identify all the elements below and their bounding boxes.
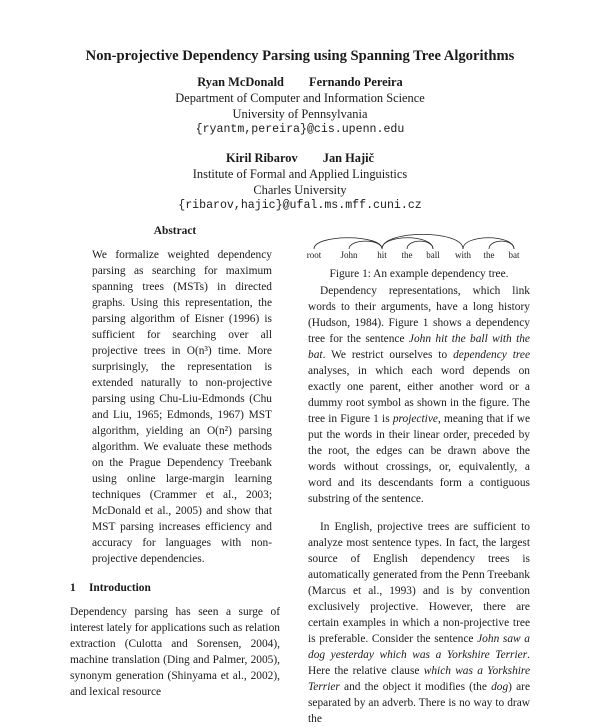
email: {ryantm,pereira}@cis.upenn.edu — [195, 123, 405, 136]
section-title: Introduction — [89, 582, 151, 594]
author-names — [0, 150, 600, 166]
figure-word: hit — [377, 250, 387, 260]
figure-word: with — [454, 250, 472, 260]
intro-paragraph: Dependency parsing has seen a surge of interest lately for applications such as relation extraction (Culotta and Sorensen, 2004), machine translation (Ding and Palmer, 2005), synonym generation (Shinyama et al., 2002), and lexical resource — [70, 606, 280, 698]
author-name: Kiril Ribarov — [225, 151, 298, 165]
paper-title: Non-projective Dependency Parsing using Spanning Tree Algorithms — [85, 48, 515, 64]
department: Department of Computer and Information Science — [175, 91, 425, 105]
author-name: Fernando Pereira — [309, 75, 403, 89]
figure-word: the — [483, 250, 495, 260]
figure-word: root — [306, 250, 322, 260]
figure-caption: Figure 1: An example dependency tree. — [329, 268, 509, 280]
figure-word: John — [340, 250, 358, 260]
university: University of Pennsylvania — [232, 107, 368, 121]
university: Charles University — [253, 183, 347, 197]
figure-word: the — [401, 250, 413, 260]
abstract-text: We formalize weighted dependency parsing as searching for maximum spanning trees (MSTs) in directed graphs. Using this representation, the parsing algorithm of Eisner (1996) is sufficient for searching over all projective trees in O(n³) time. More surprisingly, the representation is extended naturally to non-projective parsing using Chu-Liu-Edmonds (Chu and Liu, 1965; Edmonds, 1967) MST algorithm, yielding an O(n²) parsing algorithm. We evaluate these methods on the Prague Dependency Treebank using online large-margin learning techniques (Crammer et al., 2003; McDonald et al., 2005) and show that MST parsing increases efficiency and accuracy for languages with non-projective dependencies. — [92, 249, 272, 565]
email: {ribarov,hajic}@ufal.ms.mff.cuni.cz — [178, 199, 422, 212]
author-name: Ryan McDonald — [197, 75, 284, 89]
body-paragraph: Dependency representations, which link words to their arguments, have a long history (Hudson, 1984). Figure 1 shows a dependency tree for the sentence John hit the ball with the bat. We restrict ourselves to dependency tree analyses, in which each word depends on exactly one parent, either another word or a dummy root symbol as shown in the figure. The tree in Figure 1 is projective, meaning that if we put the words in their linear order, preceded by the root, the edges can be drawn above the words without crossings, or, equivalently, a word and its descendants form a contiguous substring of the sentence. — [308, 285, 531, 505]
department: Institute of Formal and Applied Linguistics — [192, 167, 408, 181]
author-block-charles — [0, 150, 600, 214]
figure-word: ball — [426, 250, 440, 260]
author-block-penn — [0, 74, 600, 138]
body-paragraph: In English, projective trees are sufficient to analyze most sentence types. In fact, the largest source of English dependency trees is automatically generated from the Penn Treebank (Marcus et al., 1993) and is by convention exclusively projective. However, there are certain examples in which a non-projective tree is preferable. Consider the sentence John saw a dog yesterday which was a Yorkshire Terrier. Here the relative clause which was a Yorkshire Terrier and the object it modifies (the dog) are separated by an adverb. There is no way to draw the — [308, 521, 531, 725]
abstract-heading: Abstract — [153, 225, 197, 237]
left-column — [70, 223, 280, 700]
author-names — [0, 74, 600, 90]
right-column — [308, 243, 530, 727]
author-name: Jan Hajič — [322, 151, 375, 165]
figure-word: bat — [508, 250, 520, 260]
section-heading — [70, 580, 280, 596]
section-number: 1 — [70, 582, 76, 594]
